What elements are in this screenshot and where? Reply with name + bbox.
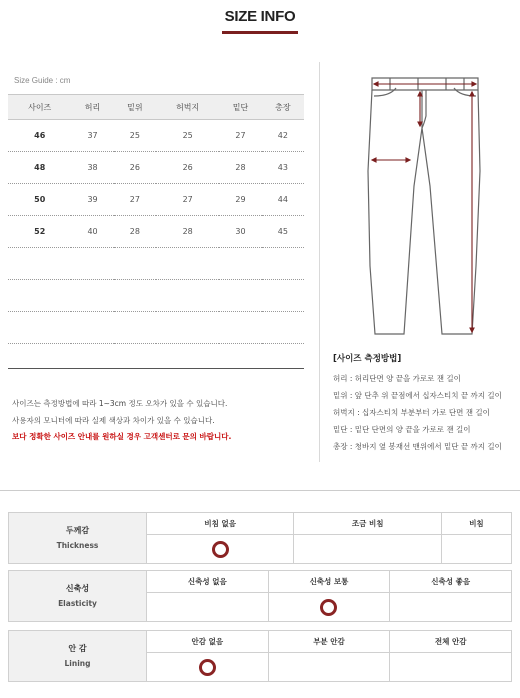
property-value: [147, 653, 269, 682]
table-bottom-rule: [8, 368, 304, 369]
table-row: [8, 120, 304, 152]
property-option: 전체 안감: [390, 631, 512, 653]
circle-marker-icon: [199, 659, 216, 676]
table-cell: 28: [156, 216, 219, 248]
property-value: [147, 535, 294, 564]
property-value: [294, 535, 441, 564]
table-cell: 28: [114, 216, 156, 248]
property-options-row: [9, 513, 512, 535]
table-cell: 43: [262, 152, 304, 184]
table-cell: 37: [71, 120, 113, 152]
property-value: [268, 593, 390, 622]
property-option: 비침: [441, 513, 511, 535]
property-options-row: [9, 571, 512, 593]
table-cell: 27: [114, 184, 156, 216]
size-notes: [12, 396, 231, 446]
property-value: [390, 593, 512, 622]
property-elasticity: [8, 570, 512, 622]
size-guide-label: Size Guide : cm: [14, 76, 71, 85]
table-cell: 44: [262, 184, 304, 216]
column-header: 밑단: [219, 95, 261, 120]
size-table-header: [8, 95, 304, 120]
note-line: 사이즈는 측정방법에 따라 1~3cm 정도 오차가 있을 수 있습니다.: [12, 399, 228, 408]
table-cell: 45: [262, 216, 304, 248]
measure-item: 허리 : 허리단면 양 끝을 가로로 잰 길이: [333, 374, 461, 383]
table-row-empty: [8, 312, 304, 344]
table-cell: 25: [156, 120, 219, 152]
table-cell: 27: [219, 120, 261, 152]
table-cell: 46: [8, 120, 71, 152]
measure-item: 허벅지 : 십자스티치 부분부터 가로 단면 잰 길이: [333, 408, 490, 417]
property-value: [147, 593, 269, 622]
table-row: [8, 184, 304, 216]
notice-line: 보다 정확한 사이즈 안내를 원하실 경우 고객센터로 문의 바랍니다.: [12, 432, 232, 441]
table-cell: 52: [8, 216, 71, 248]
property-thickness: [8, 512, 512, 564]
table-cell: 28: [219, 152, 261, 184]
page-title: SIZE INFO: [224, 8, 296, 25]
property-option: 비침 없음: [147, 513, 294, 535]
circle-marker-icon: [320, 599, 337, 616]
table-row: [8, 216, 304, 248]
note-line: 사용자의 모니터에 따라 실제 색상과 차이가 있을 수 있습니다.: [12, 415, 215, 425]
property-option: 신축성 좋음: [390, 571, 512, 593]
table-row-empty: [8, 248, 304, 280]
property-option: 안감 없음: [147, 631, 269, 653]
property-label: 신축성 Elasticity: [9, 571, 147, 622]
table-cell: 27: [156, 184, 219, 216]
measure-method: [333, 352, 502, 455]
vertical-divider: [319, 62, 320, 462]
table-cell: 38: [71, 152, 113, 184]
table-row: [8, 152, 304, 184]
table-cell: 40: [71, 216, 113, 248]
section-divider: [0, 490, 520, 491]
table-cell: 26: [114, 152, 156, 184]
table-cell: 25: [114, 120, 156, 152]
property-option: 부분 안감: [268, 631, 390, 653]
table-cell: 26: [156, 152, 219, 184]
property-value: [390, 653, 512, 682]
table-cell: 50: [8, 184, 71, 216]
size-table: [8, 94, 304, 344]
property-value: [268, 653, 390, 682]
property-value: [441, 535, 511, 564]
property-lining: [8, 630, 512, 682]
column-header: 총장: [262, 95, 304, 120]
property-options-row: [9, 631, 512, 653]
property-option: 조금 비침: [294, 513, 441, 535]
column-header: 사이즈: [8, 95, 71, 120]
property-label: 두께감 Thickness: [9, 513, 147, 564]
table-cell: 29: [219, 184, 261, 216]
table-cell: 39: [71, 184, 113, 216]
table-cell: 42: [262, 120, 304, 152]
section-header: [0, 0, 520, 40]
table-cell: 30: [219, 216, 261, 248]
title-underline: [222, 31, 298, 34]
circle-marker-icon: [212, 541, 229, 558]
column-header: 밑위: [114, 95, 156, 120]
measure-item: 밑위 : 앞 단추 위 끝점에서 십자스티치 끝 까지 길이: [333, 391, 502, 400]
property-option: 신축성 없음: [147, 571, 269, 593]
measure-item: 밑단 : 밑단 단면의 양 끝을 가로로 잰 길이: [333, 425, 471, 434]
property-label: 안 감 Lining: [9, 631, 147, 682]
column-header: 허리: [71, 95, 113, 120]
pants-diagram-icon: [360, 66, 490, 351]
measure-item: 총장 : 청바지 옆 봉재선 맨위에서 밑단 끝 까지 길이: [333, 442, 502, 451]
measure-method-title: [사이즈 측정방법]: [333, 354, 402, 364]
table-row-empty: [8, 280, 304, 312]
property-option: 신축성 보통: [268, 571, 390, 593]
table-cell: 48: [8, 152, 71, 184]
column-header: 허벅지: [156, 95, 219, 120]
